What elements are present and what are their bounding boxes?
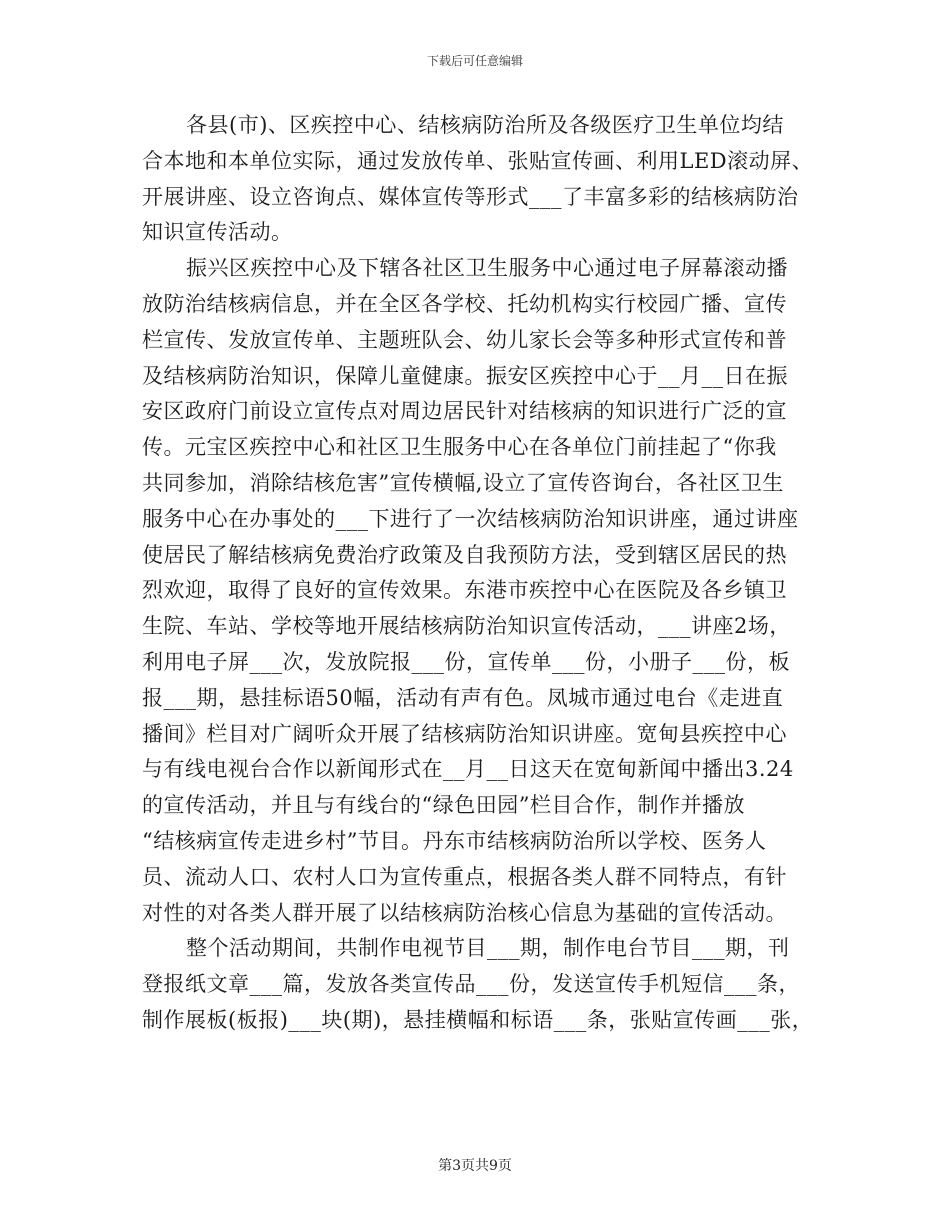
- text-line: 放防治结核病信息，并在全区各学校、托幼机构实行校园广播、宣传: [142, 291, 787, 316]
- text-line: 报___期，悬挂标语50幅，活动有声有色。凤城市通过电台《走进直: [142, 685, 784, 710]
- text-line: 合本地和本单位实际，通过发放传单、张贴宣传画、利用LED滚动屏、: [142, 148, 814, 173]
- text-line: 登报纸文章___篇，发放各类宣传品___份，发送宣传手机短信___条，: [142, 972, 800, 997]
- text-line: 及结核病防治知识，保障儿童健康。振安区疾控中心于__月__日在振: [142, 363, 788, 388]
- text-line: 栏宣传、发放宣传单、主题班队会、幼儿家长会等多种形式宣传和普: [142, 327, 787, 352]
- text-line: 制作展板(板报)___块(期)，悬挂横幅和标语___条，张贴宣传画___张，: [142, 1007, 814, 1032]
- text-line: 与有线电视台合作以新闻形式在__月__日这天在宽甸新闻中播出3.24: [142, 757, 794, 782]
- text-line: 利用电子屏___次，发放院报___份，宣传单___份，小册子___份，板: [142, 649, 790, 674]
- text-line: “结核病宣传走进乡村”节目。丹东市结核病防治所以学校、医务人: [142, 828, 767, 853]
- text-line: 生院、车站、学校等地开展结核病防治知识宣传活动，___讲座2场，: [142, 614, 791, 639]
- text-line: 服务中心在办事处的___下进行了一次结核病防治知识讲座，通过讲座: [142, 506, 799, 531]
- page-number: 第3页共9页: [438, 1158, 512, 1174]
- text-line: 员、流动人口、农村人口为宣传重点，根据各类人群不同特点，有针: [142, 864, 787, 889]
- text-line: 烈欢迎，取得了良好的宣传效果。东港市疾控中心在医院及各乡镇卫: [142, 578, 787, 603]
- text-line: 振兴区疾控中心及下辖各社区卫生服务中心通过电子屏幕滚动播: [186, 256, 788, 281]
- text-line: 整个活动期间，共制作电视节目___期，制作电台节目___期，刊: [186, 936, 790, 961]
- text-line: 使居民了解结核病免费治疗政策及自我预防方法，受到辖区居民的热: [142, 542, 787, 567]
- document-body: [142, 108, 814, 1039]
- text-line: 的宣传活动，并且与有线台的“绿色田园”栏目合作，制作并播放: [142, 793, 745, 818]
- text-line: 开展讲座、设立咨询点、媒体宣传等形式___了丰富多彩的结核病防治: [142, 184, 799, 209]
- text-line: 安区政府门前设立宣传点对周边居民针对结核病的知识进行广泛的宣: [142, 399, 787, 424]
- text-line: 传。元宝区疾控中心和社区卫生服务中心在各单位门前挂起了“你我: [142, 435, 777, 460]
- text-line: 知识宣传活动。: [142, 220, 293, 245]
- text-line: 共同参加，消除结核危害”宣传横幅,设立了宣传咨询台，各社区卫生: [142, 470, 784, 495]
- text-line: 各县(市)、区疾控中心、结核病防治所及各级医疗卫生单位均结: [186, 113, 784, 137]
- paragraph: [142, 251, 814, 931]
- paragraph: [142, 931, 814, 1038]
- paragraph: [142, 108, 814, 251]
- text-line: 播间》栏目对广阔听众开展了结核病防治知识讲座。宽甸县疾控中心: [142, 721, 787, 746]
- page-header-note: 下载后可任意编辑: [426, 54, 523, 68]
- text-line: 对性的对各类人群开展了以结核病防治核心信息为基础的宣传活动。: [142, 900, 787, 925]
